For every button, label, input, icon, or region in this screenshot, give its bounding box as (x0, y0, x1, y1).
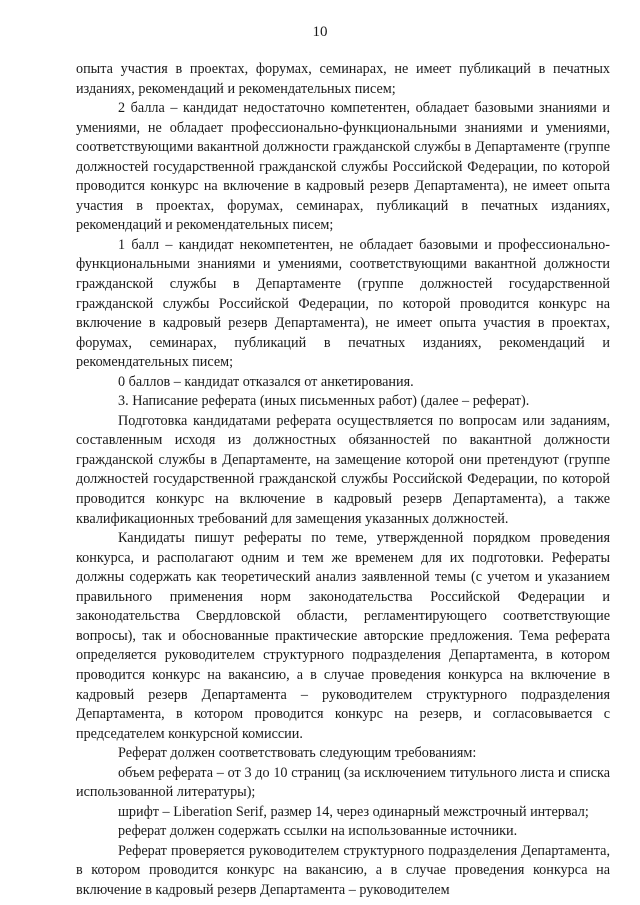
paragraph-preparation: Подготовка кандидатами реферата осуществляется по вопросам или заданиям, составленным исходя из должностных обязанностей по вакантной должности гражданской службы в Департаменте, на замещение которой они претендуют (группе должностей государственной гражданской службы Российской Федерации, по которой проводится конкурс на включение в кадровый резерв Департамента), а также квалификационных требований для замещения указанных должностей. (76, 412, 610, 527)
paragraph-continuation: опыта участия в проектах, форумах, семинарах, не имеет публикаций в печатных изданиях, рекомендаций и рекомендательных писем; (76, 61, 610, 97)
paragraph-score-1: 1 балл – кандидат некомпетентен, не обладает базовыми и профессионально-функциональными знаниями и умениями, соответствующими вакантной должности гражданской службы в Департаменте (группе должностей государственной гражданской службы Российской Федерации, по которой проводится конкурс на включение в кадровый резерв Департамента), не имеет опыта участия в проектах, форумах, семинарах, публикаций в печатных изданиях, рекомендаций и рекомендательных писем; (76, 236, 610, 371)
paragraph-requirement-references: реферат должен содержать ссылки на использованные источники. (118, 823, 518, 840)
page-number: 10 (312, 24, 328, 40)
paragraph-requirement-volume: объем реферата – от 3 до 10 страниц (за исключением титульного листа и списка использованной литературы); (76, 764, 610, 801)
paragraph-writing: Кандидаты пишут рефераты по теме, утвержденной порядком проведения конкурса, и располагают одним и тем же временем для их подготовки. Рефераты должны содержать как теоретический анализ заявленной темы (с учетом и указанием правильного применения норм законодательства Российской Федерации и законодательства Свердловской области, регламентирующего соответствующие вопросы), так и обоснованные практические авторские предложения. Тема реферата определяется руководителем структурного подразделения Департамента, в котором проводится конкурс на вакансию, а в случае проведения конкурса на включение в кадровый резерв Департамента – руководителем структурного подразделения Департамента, в котором проводится конкурс на резерв, и согласовывается с председателем конкурсной комиссии. (76, 530, 610, 742)
paragraph-requirements-intro: Реферат должен соответствовать следующим требованиям: (118, 745, 477, 762)
paragraph-requirement-font: шрифт – Liberation Serif, размер 14, через одинарный межстрочный интервал; (118, 803, 589, 820)
paragraph-section-3-heading: 3. Написание реферата (иных письменных работ) (далее – реферат). (118, 393, 530, 410)
paragraph-checking: Реферат проверяется руководителем структурного подразделения Департамента, в котором проводится конкурс на вакансию, а в случае проведения конкурса на включение в кадровый резерв Департамента – руководителем (76, 842, 610, 898)
paragraph-score-0: 0 баллов – кандидат отказался от анкетирования. (118, 373, 414, 390)
paragraph-score-2: 2 балла – кандидат недостаточно компетентен, обладает базовыми знаниями и умениями, не обладает профессионально-функциональными знаниями и умениями, соответствующими вакантной должности гражданской службы в Департаменте (группе должностей государственной гражданской службы Российской Федерации, по которой проводится конкурс на включение в кадровый резерв Департамента), не имеет опыта участия в проектах, форумах, семинарах, публикаций в печатных изданиях, рекомендаций и рекомендательных писем; (76, 100, 610, 234)
document-body (76, 60, 610, 901)
